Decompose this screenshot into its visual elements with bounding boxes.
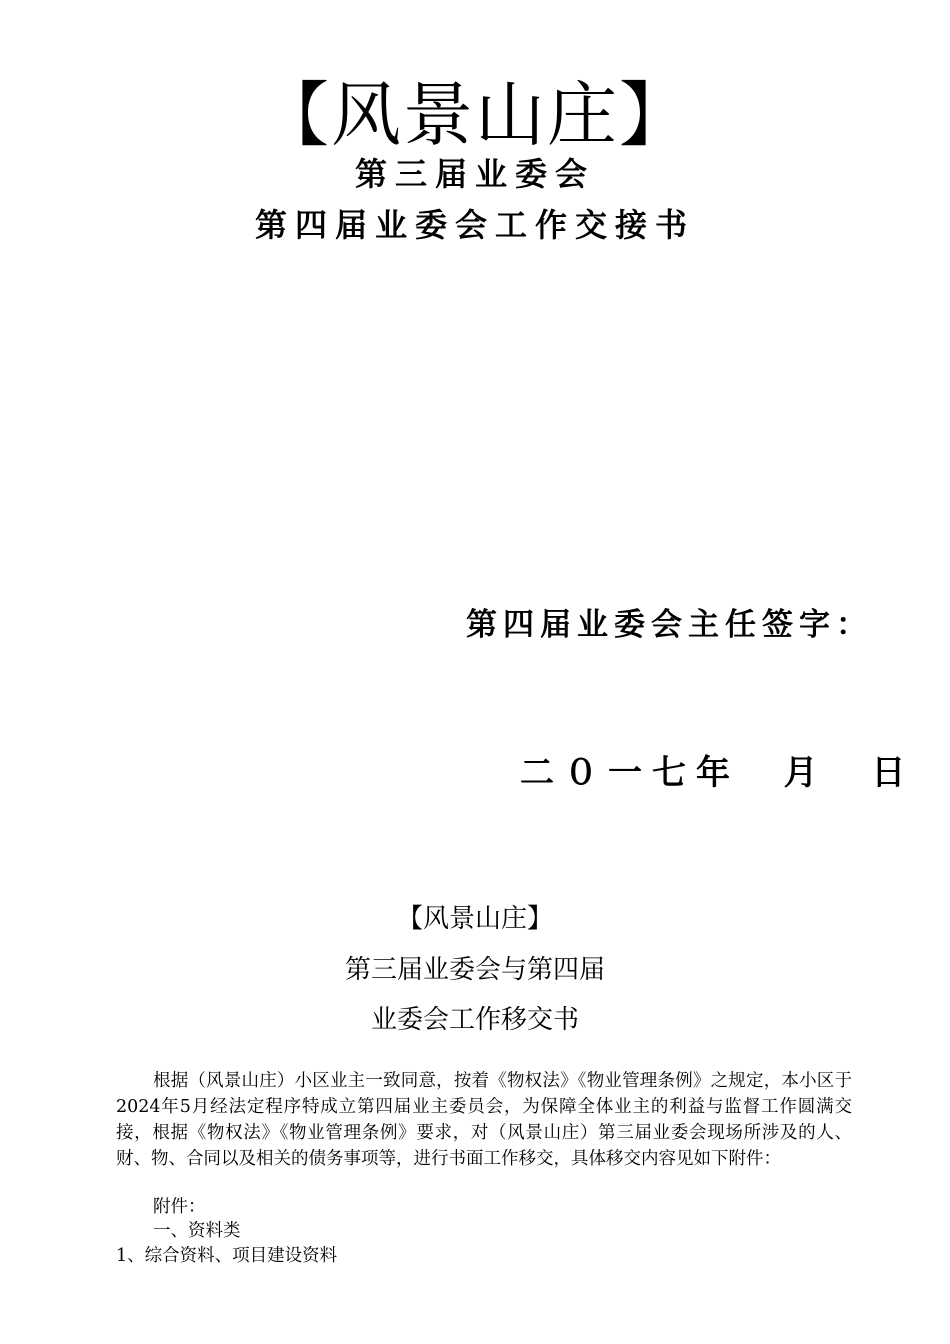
section-title-line1: 【风景山庄】 — [396, 904, 553, 934]
cover-title: 【风景山庄】 — [259, 74, 691, 156]
cover-subtitle-line1: 第三届业委会 — [354, 155, 595, 193]
section-title-line3: 业委会工作移交书 — [370, 1005, 579, 1035]
signature-label: 第四届业委会主任签字： — [466, 607, 873, 643]
date-line: 二０一七年 月 日 — [520, 753, 916, 793]
category-heading: 一、资料类 — [153, 1221, 241, 1241]
cover-subtitle-line2: 第四届业委会工作交接书 — [254, 206, 695, 244]
section-title-line2: 第三届业委会与第四届 — [344, 955, 605, 985]
attachment-label: 附件： — [153, 1197, 206, 1217]
intro-paragraph: 根据（风景山庄）小区业主一致同意，按着《物权法》《物业管理条例》之规定，本小区于2024年5月经法定程序特成立第四届业主委员会，为保障全体业主的利益与监督工作圆满交接，根据《物权法》《物业管理条例》要求，对（风景山庄）第三届业委会现场所涉及的人、财、物、合同以及相关的债务事项等，进行书面工作移交，具体移交内容见如下附件： — [116, 1071, 852, 1169]
list-item: 1、综合资料、项目建设资料 — [116, 1246, 338, 1266]
